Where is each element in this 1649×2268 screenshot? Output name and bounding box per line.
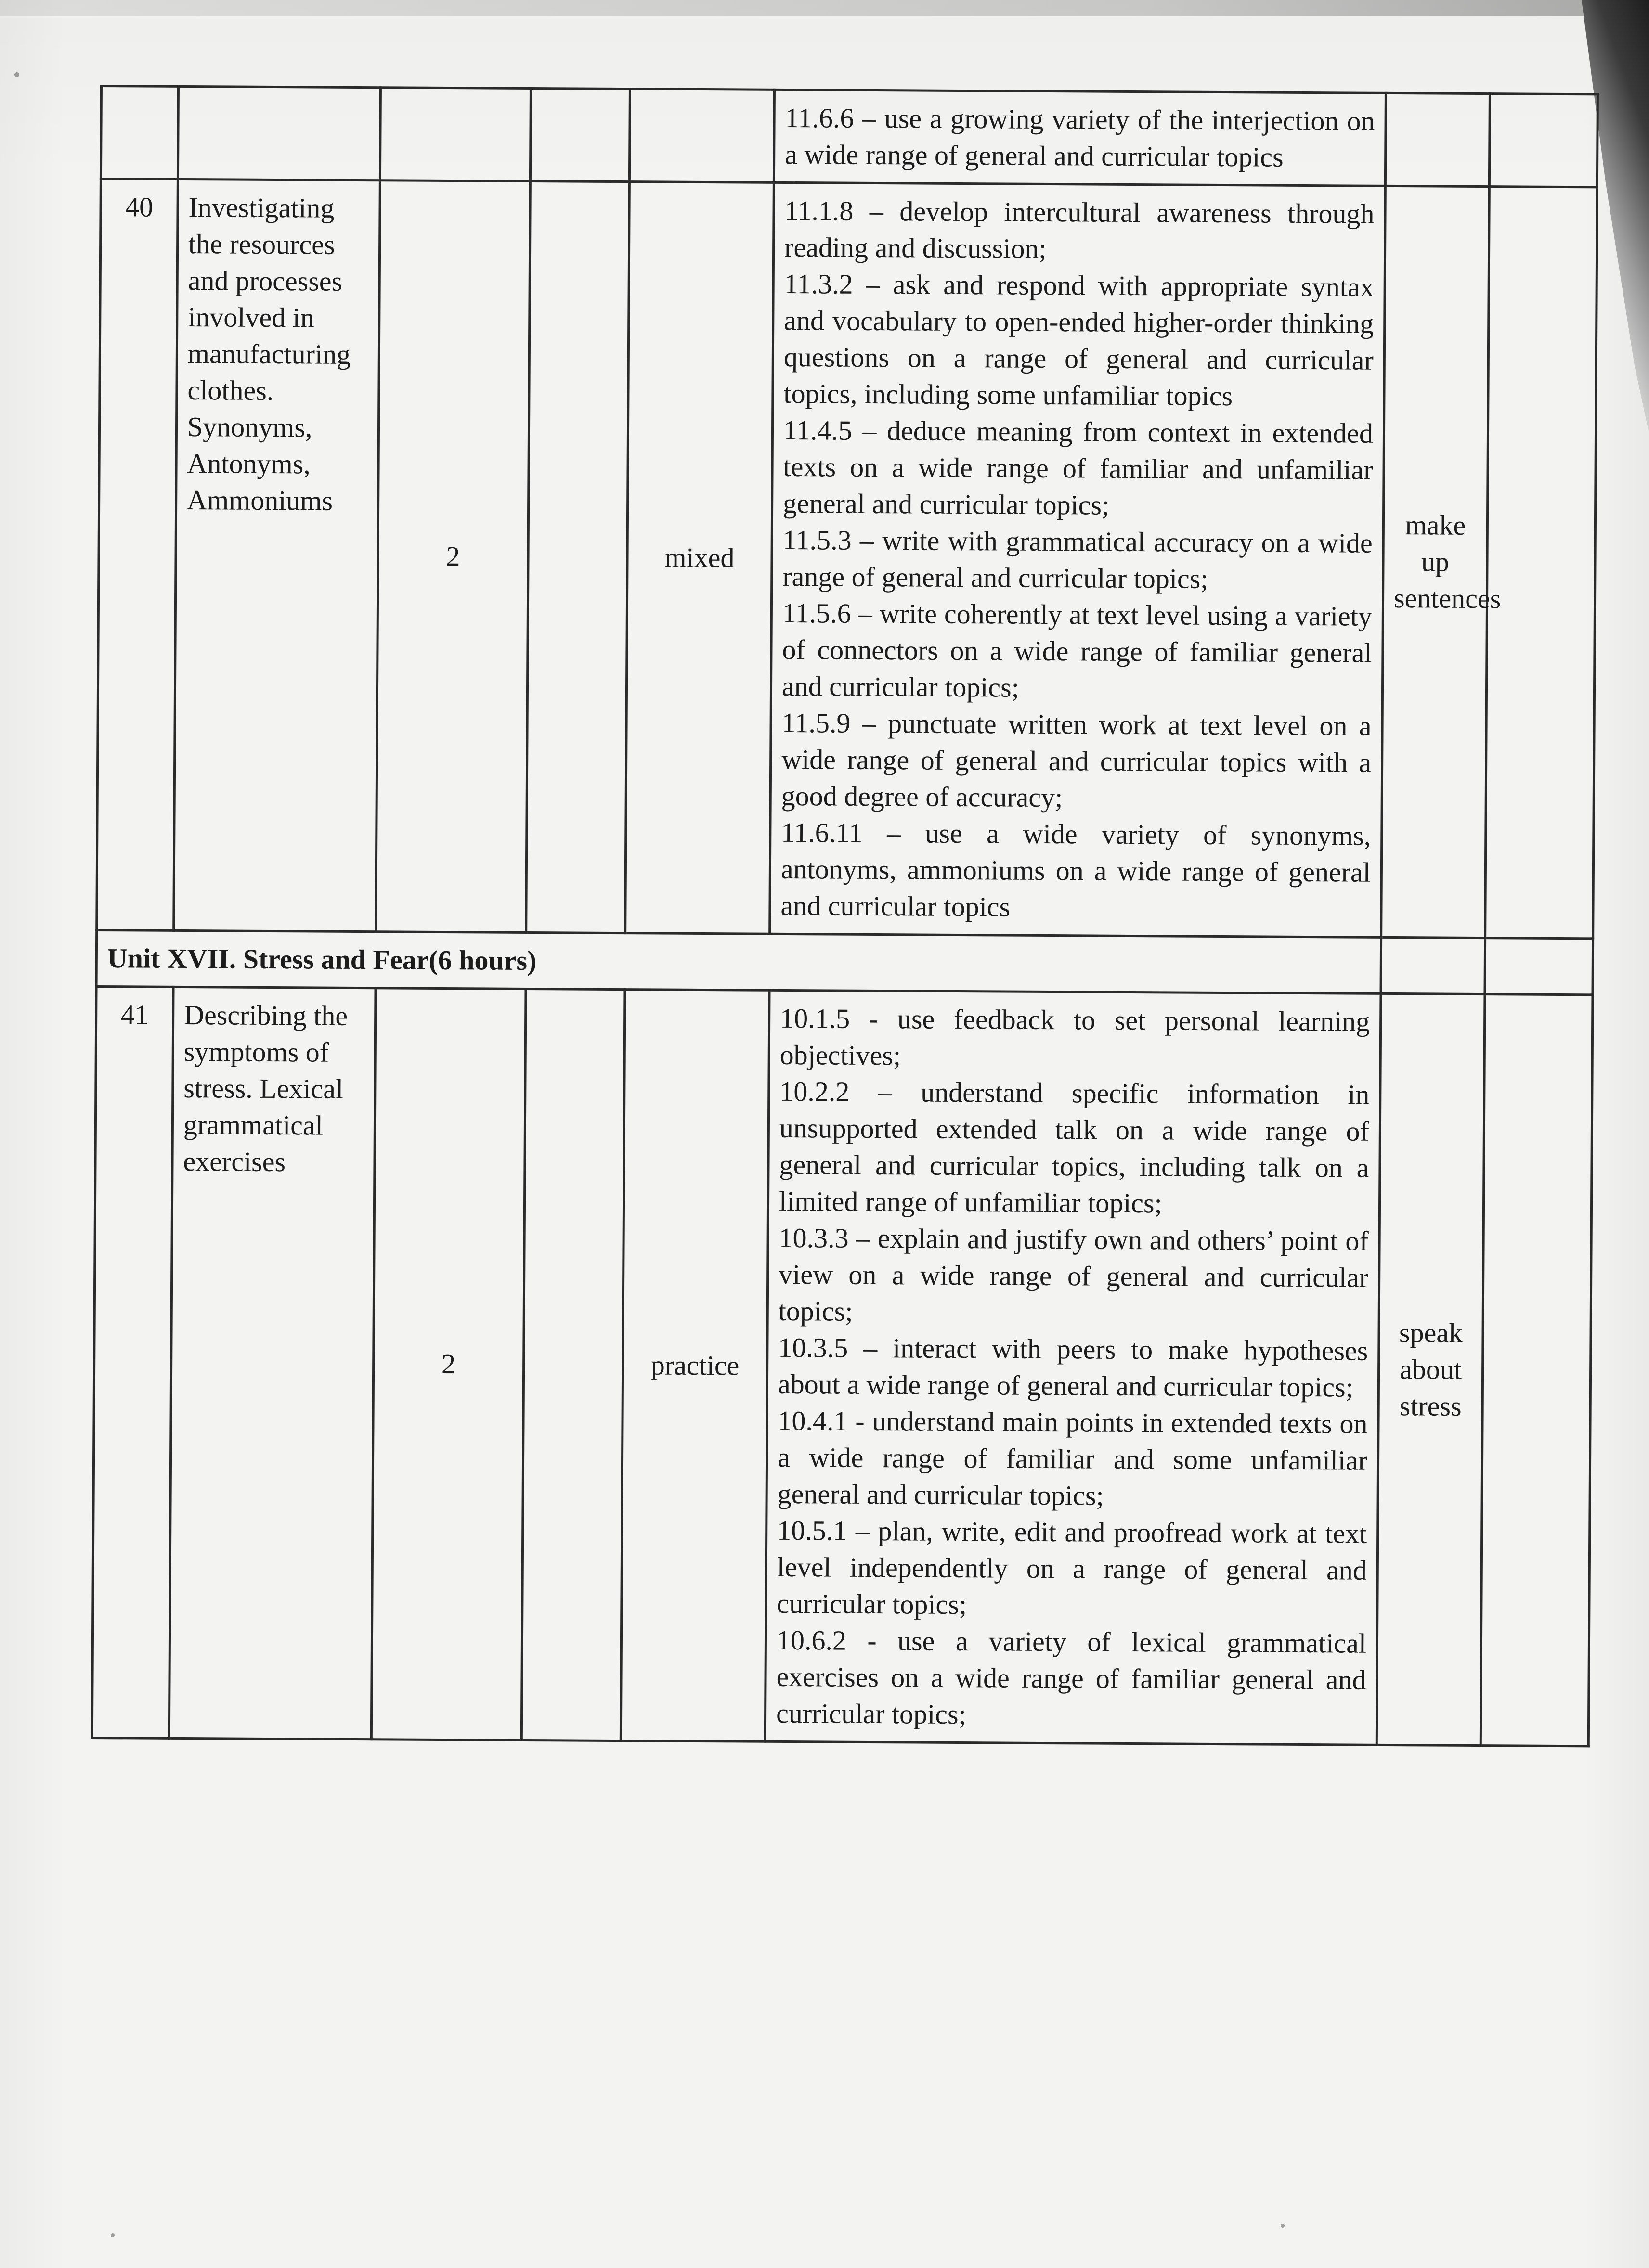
table-row: [97, 179, 1597, 939]
lesson-homework: make up sentences: [1381, 186, 1490, 938]
table-row: [101, 86, 1597, 187]
lesson-type: mixed: [625, 182, 774, 934]
cell-notes: [1485, 187, 1597, 939]
cell-date: [521, 989, 625, 1740]
cell-notes: [1489, 94, 1597, 187]
objective-item: 10.1.5 - use feedback to set personal learning objectives;: [779, 1002, 1370, 1071]
lesson-plan-table: [91, 85, 1599, 1747]
scan-speck: [14, 72, 19, 77]
cell-objectives: [774, 90, 1386, 186]
lesson-topic: Investigating the resources and processes involved in manufacturing clothes. Synonyms, Antonyms, Ammoniums: [174, 179, 380, 931]
cell-hours: [380, 88, 531, 181]
objective-item: 11.1.8 – develop intercultural awareness through reading and discussion;: [784, 194, 1375, 264]
cell-objectives: [770, 182, 1386, 937]
objective-item: 10.4.1 - understand main points in extended texts on a wide range of familiar and some unfamiliar general and curricular topics;: [777, 1405, 1368, 1511]
lesson-hours: 2: [376, 180, 531, 933]
scan-speck: [1281, 2224, 1285, 2228]
lesson-homework: speak about stress: [1376, 993, 1485, 1745]
scan-edge-shadow: [0, 0, 1649, 16]
cell-topic: [178, 86, 380, 180]
lesson-type: practice: [621, 990, 769, 1742]
objective-item: 11.3.2 – ask and respond with appropriate syntax and vocabulary to open-ended higher-order thinking questions on a range of general and curricular topics, including some unfamiliar topics: [783, 268, 1374, 412]
objective-item: 10.3.3 – explain and justify own and others’ point of view on a wide range of general and curricular topics;: [778, 1222, 1369, 1327]
cell-lesson-type: [629, 89, 774, 183]
scan-speck: [111, 2233, 115, 2237]
cell-date: [530, 88, 630, 181]
cell-number: [101, 86, 178, 180]
cell-notes: [1480, 994, 1593, 1746]
lesson-topic: Describing the symptoms of stress. Lexical grammatical exercises: [169, 987, 376, 1739]
objective-item: 10.3.5 – interact with peers to make hypotheses about a wide range of general and curricular topics;: [778, 1331, 1368, 1403]
objective-item: 11.5.6 – write coherently at text level using a variety of connectors on a wide range of familiar general and curricular topics;: [781, 597, 1373, 703]
objective-item: 11.5.3 – write with grammatical accuracy on a wide range of general and curricular topics;: [782, 524, 1373, 594]
objective-item: 11.4.5 – deduce meaning from context in extended texts on a wide range of familiar and unfamiliar general and curricular topics;: [782, 414, 1374, 521]
unit-heading-row: [96, 930, 1593, 994]
cell-notes: [1485, 938, 1593, 995]
table-row: [92, 986, 1593, 1746]
objective-item: 10.6.2 - use a variety of lexical grammatical exercises on a wide range of familiar general and curricular topics;: [776, 1624, 1367, 1730]
objective-item: 10.2.2 – understand specific information in unsupported extended talk on a wide range of general and curricular topics, including talk on a limited range of unfamiliar topics;: [779, 1075, 1370, 1219]
lesson-hours: 2: [371, 988, 526, 1740]
objective-item: 11.6.11 – use a wide variety of synonyms, antonyms, ammoniums on a wide range of general and curricular topics: [780, 816, 1371, 923]
cell-date: [526, 181, 630, 933]
cell-homework: [1381, 937, 1485, 994]
lesson-number: 41: [92, 986, 173, 1738]
objective-item: 11.5.9 – punctuate written work at text level on a wide range of general and curricular topics with a good degree of accuracy;: [781, 707, 1372, 813]
unit-title: Unit XVII. Stress and Fear(6 hours): [96, 930, 1381, 993]
objective-item: 11.6.6 – use a growing variety of the interjection on a wide range of general and curricular topics: [785, 102, 1375, 173]
objective-item: 10.5.1 – plan, write, edit and proofread work at text level independently on a range of general and curricular topics;: [777, 1514, 1367, 1621]
cell-objectives: [765, 990, 1381, 1745]
cell-homework: [1385, 93, 1490, 186]
lesson-number: 40: [97, 179, 178, 931]
